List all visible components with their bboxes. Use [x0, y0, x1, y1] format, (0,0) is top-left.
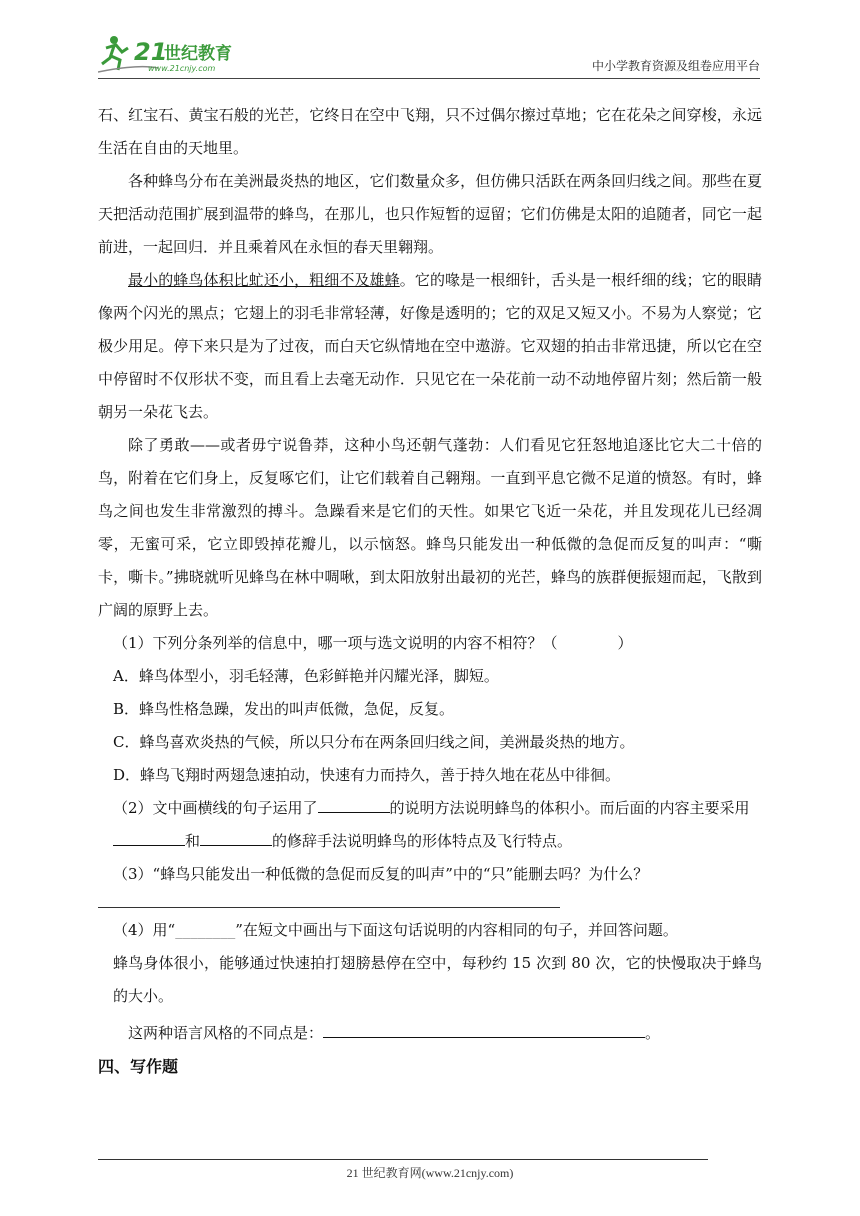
section-title: 四、写作题: [98, 1057, 179, 1076]
question-3: （3）“蜂鸟只能发出一种低微的急促而反复的叫声”中的“只”能删去吗？为什么？: [113, 865, 649, 883]
question-4-style: [98, 1017, 762, 1050]
option-c: C．蜂鸟喜欢炎热的气候，所以只分布在两条回归线之间，美洲最炎热的地方。: [113, 733, 635, 751]
platform-name: 中小学教育资源及组卷应用平台: [591, 59, 760, 73]
question-2-and: 和: [185, 832, 201, 850]
logo-cn: 世纪教育: [164, 44, 232, 64]
question-2-continued: [98, 825, 762, 858]
question-4-style-label: 这两种语言风格的不同点是：: [128, 1024, 324, 1042]
answer-blank[interactable]: [113, 829, 185, 846]
option-b: B．蜂鸟性格急躁，发出的叫声低微，急促，反复。: [113, 700, 455, 718]
footer-text: 21 世纪教育网(www.21cnjy.com): [346, 1166, 514, 1180]
page-content: [98, 99, 762, 1083]
underline-mark: ________: [175, 921, 236, 939]
question-4-part-b: ”在短文中画出与下面这句话说明的内容相同的句子，并回答问题。: [235, 921, 678, 939]
question-2-part-a: （2）文中画横线的句子运用了: [113, 799, 318, 817]
question-4-end: 。: [645, 1024, 661, 1042]
question-2-part-c: 的修辞手法说明蜂鸟的形体特点及飞行特点。: [272, 832, 573, 850]
answer-line[interactable]: [98, 891, 560, 908]
passage-paragraph-2: [98, 264, 762, 429]
question-4-sentence: 蜂鸟身体很小，能够通过快速拍打翅膀悬停在空中，每秒约 15 次到 80 次，它的快慢取决于蜂鸟的大小。: [113, 954, 762, 1005]
option-a: A．蜂鸟体型小，羽毛轻薄，色彩鲜艳并闪耀光泽，脚短。: [113, 667, 499, 685]
logo: [98, 34, 268, 74]
underlined-sentence: 最小的蜂鸟体积比虻还小，粗细不及雄蜂: [128, 271, 400, 289]
question-2-part-b: 的说明方法说明蜂鸟的体积小。而后面的内容主要采用: [389, 799, 750, 817]
answer-blank[interactable]: [323, 1021, 645, 1038]
question-1: （1）下列分条列举的信息中，哪一项与选文说明的内容不相符？（ ）: [113, 634, 633, 652]
answer-blank[interactable]: [318, 796, 390, 813]
footer-divider: [98, 1159, 708, 1160]
passage-paragraph-0: 石、红宝石、黄宝石般的光芒，它终日在空中飞翔，只不过偶尔擦过草地；它在花朵之间穿梭，永远生活在自由的天地里。: [98, 106, 762, 157]
question-4-part-a: （4）用“: [113, 921, 176, 939]
paragraph-2-rest: 。它的喙是一根细针，舌头是一根纤细的线；它的眼睛像两个闪光的黑点；它翅上的羽毛非常轻薄，好像是透明的；它的双足又短又小。不易为人察觉；它极少用足。停下来只是为了过夜，而白天它纵情地在空中遨游。它双翅的拍击非常迅捷，所以它在空中停留时不仅形状不变，而且看上去毫无动作．只见它在一朵花前一动不动地停留片刻；然后箭一般朝另一朵花飞去。: [98, 271, 762, 421]
logo-url: www.21cnjy.com: [148, 64, 216, 73]
passage-paragraph-3: 除了勇敢——或者毋宁说鲁莽，这种小鸟还朝气蓬勃：人们看见它狂怒地追逐比它大二十倍的鸟，附着在它们身上，反复啄它们，让它们载着自己翱翔。一直到平息它微不足道的愤怒。有时，蜂鸟之间也发生非常激烈的搏斗。急躁看来是它们的天性。如果它飞近一朵花，并且发现花儿已经凋零，无蜜可采，它立即毁掉花瓣儿，以示恼怒。蜂鸟只能发出一种低微的急促而反复的叫声：“嘶卡，嘶卡。”拂晓就听见蜂鸟在林中啁啾，到太阳放射出最初的光芒，蜂鸟的族群便振翅而起，飞散到广阔的原野上去。: [98, 436, 762, 619]
logo-number: 21: [134, 38, 168, 66]
question-2: [98, 792, 762, 825]
option-d: D．蜂鸟飞翔时两翅急速拍动，快速有力而持久，善于持久地在花丛中徘徊。: [113, 766, 621, 784]
answer-blank[interactable]: [200, 829, 272, 846]
passage-paragraph-1: 各种蜂鸟分布在美洲最炎热的地区，它们数量众多，但仿佛只活跃在两条回归线之间。那些在夏天把活动范围扩展到温带的蜂鸟，在那儿，也只作短暂的逗留；它们仿佛是太阳的追随者，同它一起前进，一起回归．并且乘着风在永恒的春天里翱翔。: [98, 172, 762, 256]
page-header: [98, 30, 760, 79]
question-4: [98, 914, 762, 947]
